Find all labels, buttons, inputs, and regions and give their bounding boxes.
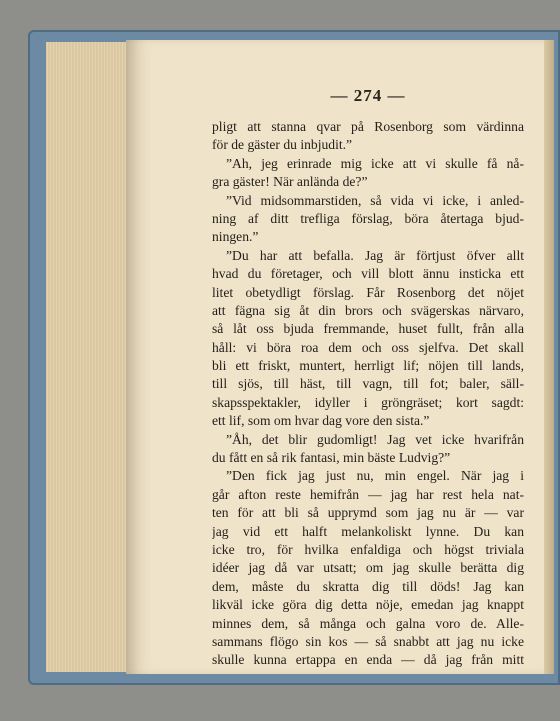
text-line: skulle kunna ertappa en enda — då jag från mitt bbox=[212, 652, 524, 668]
text-line: pligt att stanna qvar på Rosenborg som värdinna bbox=[212, 119, 524, 134]
text-line: för de gäster du inbjudit.” bbox=[212, 137, 353, 153]
text-line: ”Åh, det blir gudomligt! Jag vet icke hvarifrån bbox=[226, 431, 524, 447]
text-line: går afton reste hemifrån — jag har rest hela nat- bbox=[212, 486, 524, 502]
text-line: litet obetydligt förslag. Får Rosenborg det nöjet bbox=[212, 284, 524, 300]
text-line: att fägna sig åt din brors och svägerskas närvaro, bbox=[212, 302, 524, 318]
text-line: skapsspektakler, idyller i gröngräset; kort sagdt: bbox=[212, 394, 524, 410]
text-line: gra gäster! När anlända de?” bbox=[212, 174, 368, 190]
text-line: ”Vid midsommarstiden, så vida vi icke, i anled- bbox=[226, 192, 524, 208]
text-line: minnes dem, så många och galna voro de. Alle- bbox=[212, 615, 524, 631]
text-line: jag vid ett halft melankoliskt lynne. Du kan bbox=[212, 523, 524, 539]
text-line: ”Ah, jeg erinrade mig icke att vi skulle få nå- bbox=[226, 155, 524, 171]
page-edges bbox=[46, 42, 131, 672]
text-line: ning af ditt trefliga förslag, böra återtaga bjud- bbox=[212, 210, 524, 226]
text-line: ”Den fick jag just nu, min engel. När jag i bbox=[226, 468, 524, 484]
page-number: — 274 — bbox=[330, 86, 406, 105]
text-line: sammans flögo sin kos — så snabbt att jag nu icke bbox=[212, 633, 524, 649]
text-line: hvad du företager, och vill blott ännu insticka ett bbox=[212, 266, 524, 282]
text-line: idéer jag då var utsatt; om jag skulle berätta dig bbox=[212, 560, 524, 576]
body-text bbox=[212, 118, 524, 670]
text-line: så låt oss bjuda fremmande, huset fullt, från alla bbox=[212, 321, 524, 337]
page-edge-right bbox=[544, 40, 554, 674]
text-line: likväl icke göra dig detta nöje, emedan jag knappt bbox=[212, 597, 524, 613]
text-line: ”Du har att befalla. Jag är förtjust öfver allt bbox=[226, 247, 524, 263]
text-line: ett lif, som om hvar dag vore den sista.” bbox=[212, 413, 430, 429]
text-line: du fått en så rik fantasi, min bäste Ludvig?” bbox=[212, 450, 451, 466]
text-line: dem, måste du skratta dig till döds! Jag kan bbox=[212, 578, 524, 594]
text-line: bli ett friskt, muntert, herrligt lif; nöjen till lands, bbox=[212, 358, 524, 374]
text-line: ten för att bli så upprymd som jag nu är — var bbox=[212, 505, 524, 521]
text-line: till sjös, till häst, till vagn, till fot; baler, säll- bbox=[212, 376, 524, 392]
text-line: ningen.” bbox=[212, 229, 259, 245]
text-line: håll: vi böra roa dem och oss sjelfva. Det skall bbox=[212, 339, 524, 355]
text-line: icke tro, för hvilka enfaldiga och högst triviala bbox=[212, 541, 524, 557]
